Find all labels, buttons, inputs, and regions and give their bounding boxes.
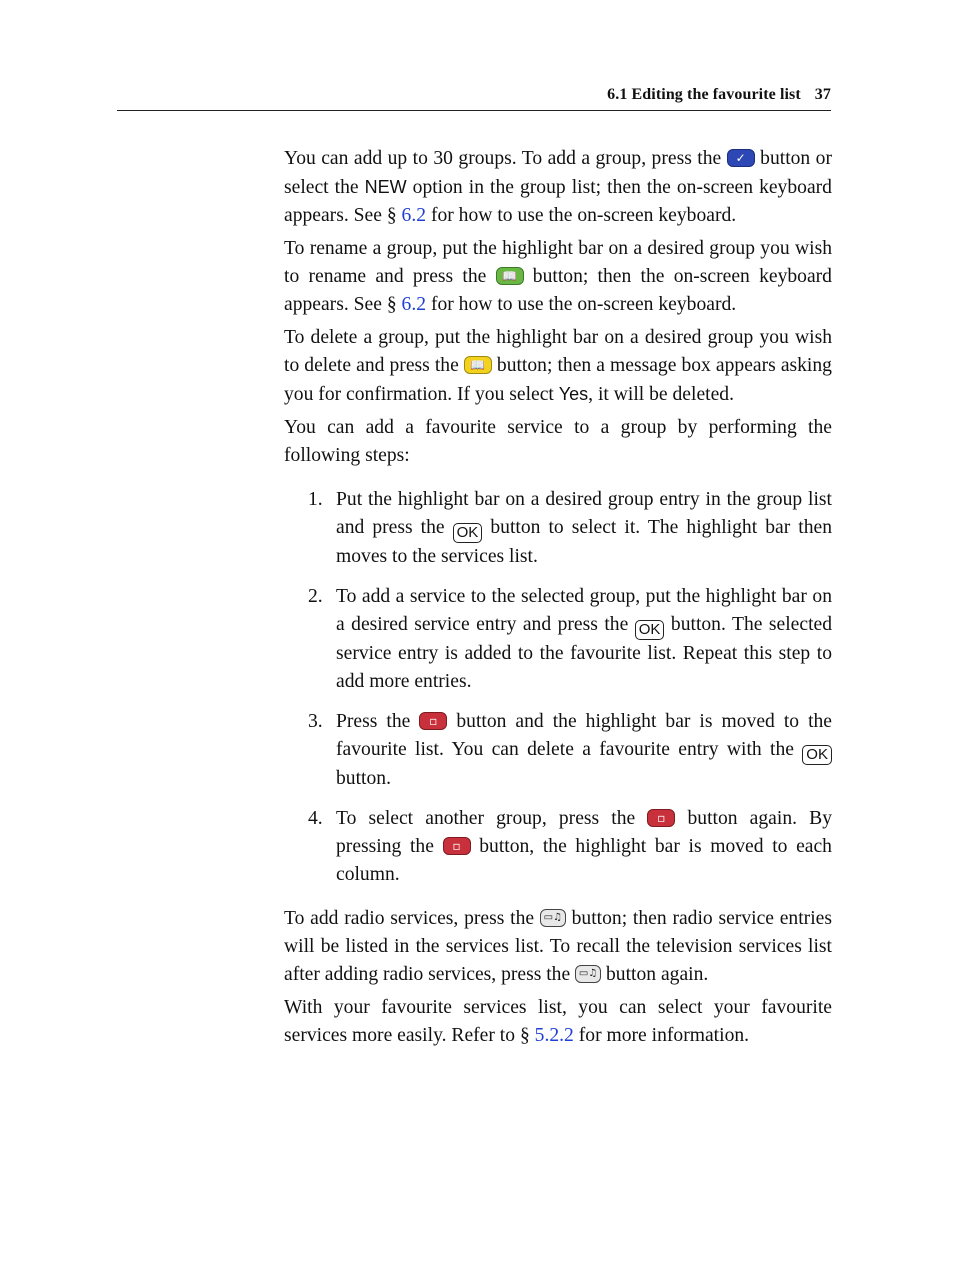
step-number: 1.: [308, 489, 323, 510]
text: button, the highlight bar is moved to each column.: [336, 836, 832, 885]
step-number: 4.: [308, 808, 323, 829]
running-header: [117, 86, 831, 111]
paragraph-add-groups: [284, 145, 832, 230]
ok-button-icon: OK: [802, 745, 832, 765]
text: button. The selected service entry is added to the favourite list. Repeat this step to add more entries.: [336, 614, 833, 692]
square-icon: ▫: [452, 839, 461, 853]
tv-radio-button-icon: [540, 909, 566, 927]
text: To delete a group, put the highlight bar on a desired group you wish to delete and press the: [284, 327, 832, 376]
text: You can add up to 30 groups. To add a group, press the: [284, 148, 722, 169]
body-content: [284, 145, 832, 1055]
green-button-icon: [496, 267, 524, 285]
text: To rename a group, put the highlight bar on a desired group you wish to rename and press the: [284, 238, 832, 287]
tv-radio-icon: ▭♫: [578, 968, 598, 979]
square-icon: ▫: [429, 714, 438, 728]
red-button-icon: [443, 837, 471, 855]
section-reference-link[interactable]: 6.2: [401, 294, 427, 315]
text: With your favourite services list, you can select your favourite services more easily. Refer to §: [284, 997, 832, 1046]
square-icon: ▫: [657, 811, 666, 825]
text: option in the group list; then the on-screen keyboard appears. See §: [284, 177, 832, 226]
text: button.: [336, 768, 391, 789]
red-button-icon: [419, 712, 447, 730]
paragraph-favourite-usage: [284, 994, 832, 1050]
list-item: [284, 486, 832, 571]
step-number: 2.: [308, 586, 323, 607]
blue-button-icon: [727, 149, 755, 167]
text: for how to use the on-screen keyboard.: [430, 205, 737, 226]
checkmark-icon: ✓: [735, 151, 746, 165]
text: , it will be deleted.: [588, 384, 734, 405]
header-text: [607, 86, 831, 104]
list-item: [284, 583, 832, 696]
text: button again. By pressing the: [336, 808, 833, 857]
red-button-icon: [647, 809, 675, 827]
text: Press the: [336, 711, 411, 732]
yellow-button-icon: [464, 356, 492, 374]
text: Put the highlight bar on a desired group entry in the group list and press the: [336, 489, 832, 538]
paragraph-delete-group: [284, 324, 832, 409]
yes-option-label: Yes: [558, 384, 589, 404]
text: button to select it. The highlight bar then moves to the services list.: [336, 517, 832, 567]
section-title: 6.1 Editing the favourite list: [607, 86, 801, 103]
text: button; then radio service entries will be listed in the services list. To recall the television services list after adding radio services, press the: [284, 908, 832, 985]
text: button or select the: [284, 148, 833, 198]
text: You can add a favourite service to a group by performing the following steps:: [284, 417, 832, 466]
tv-radio-button-icon: [575, 965, 601, 983]
text: button and the highlight bar is moved to the favourite list. You can delete a favourite entry with the: [336, 711, 833, 760]
book-icon: 📖: [470, 358, 486, 372]
paragraph-add-service-intro: [284, 414, 832, 470]
new-option-label: NEW: [364, 177, 407, 197]
text: To select another group, press the: [336, 808, 636, 829]
section-reference-link[interactable]: 6.2: [401, 205, 427, 226]
ok-button-icon: OK: [635, 620, 665, 640]
paragraph-radio-services: [284, 905, 832, 989]
text: To add a service to the selected group, put the highlight bar on a desired service entry and press the: [336, 586, 832, 635]
list-item: [284, 805, 832, 889]
section-reference-link[interactable]: 5.2.2: [534, 1025, 574, 1046]
text: button; then a message box appears asking you for confirmation. If you select: [284, 355, 832, 405]
text: button; then the on-screen keyboard appears. See §: [284, 266, 832, 315]
ok-button-icon: OK: [453, 523, 483, 543]
text: button again.: [606, 964, 709, 985]
text: for more information.: [578, 1025, 750, 1046]
book-icon: 📖: [502, 269, 518, 283]
tv-radio-icon: ▭♫: [543, 912, 563, 923]
step-number: 3.: [308, 711, 323, 732]
text: for how to use the on-screen keyboard.: [430, 294, 737, 315]
page-number: 37: [814, 86, 831, 103]
steps-list: [284, 486, 832, 889]
text: To add radio services, press the: [284, 908, 535, 929]
paragraph-rename-group: [284, 235, 832, 319]
list-item: [284, 708, 832, 793]
